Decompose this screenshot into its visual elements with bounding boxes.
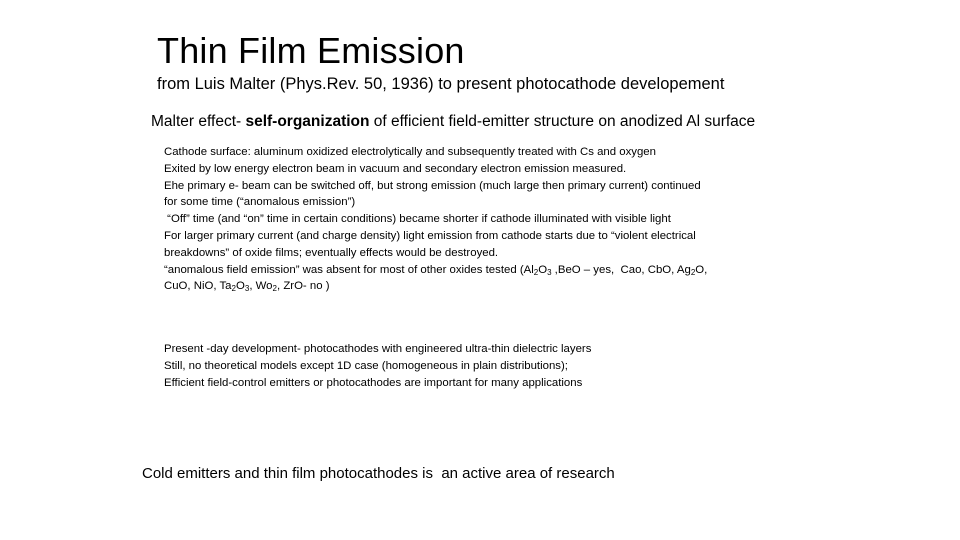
history-line: for some time (“anomalous emission”) (164, 196, 356, 209)
history-line: Cathode surface: aluminum oxidized electrolytically and subsequently treated with Cs and oxygen (164, 146, 656, 158)
present-day-block (164, 341, 591, 391)
history-line: breakdowns” of oxide films; eventually effects would be destroyed. (164, 246, 499, 259)
history-line: Exited by low energy electron beam in vacuum and secondary electron emission measured. (164, 162, 627, 175)
present-line: Still, no theoretical models except 1D case (homogeneous in plain distributions); (164, 359, 568, 372)
malter-bold-term: self-organization (245, 113, 370, 130)
conclusion-text: Cold emitters and thin film photocathodes is an active area of research (142, 465, 615, 482)
malter-prefix: Malter effect- (151, 113, 246, 130)
history-line: “Off” time (and “on” time in certain conditions) became shorter if cathode illuminated with visible light (164, 213, 671, 226)
history-line: Ehe primary e- beam can be switched off, but strong emission (much large then primary current) continued (164, 179, 701, 192)
oxides-line-1: “anomalous field emission” was absent for most of other oxides tested ($Al_2O_3$ ,BeO – yes, Cao, CbO, $Ag_2O$, (164, 263, 708, 277)
history-block (164, 144, 707, 295)
history-line: For larger primary current (and charge density) light emission from cathode starts due to “violent electrical (164, 229, 696, 242)
malter-suffix: of efficient field-emitter structure on anodized Al surface (369, 113, 756, 130)
present-line: Present -day development- photocathodes with engineered ultra-thin dielectric layers (164, 343, 592, 355)
slide-title: Thin Film Emission (157, 30, 465, 71)
present-line: Efficient field-control emitters or photocathodes are important for many applications (164, 376, 583, 389)
slide-subtitle: from Luis Malter (Phys.Rev. 50, 1936) to present photocathode developement (157, 75, 725, 93)
malter-effect-heading (151, 113, 755, 131)
oxides-line-2: CuO, NiO, $Ta_2O_3$, $Wo_2$, ZrO- no ) (164, 280, 330, 294)
